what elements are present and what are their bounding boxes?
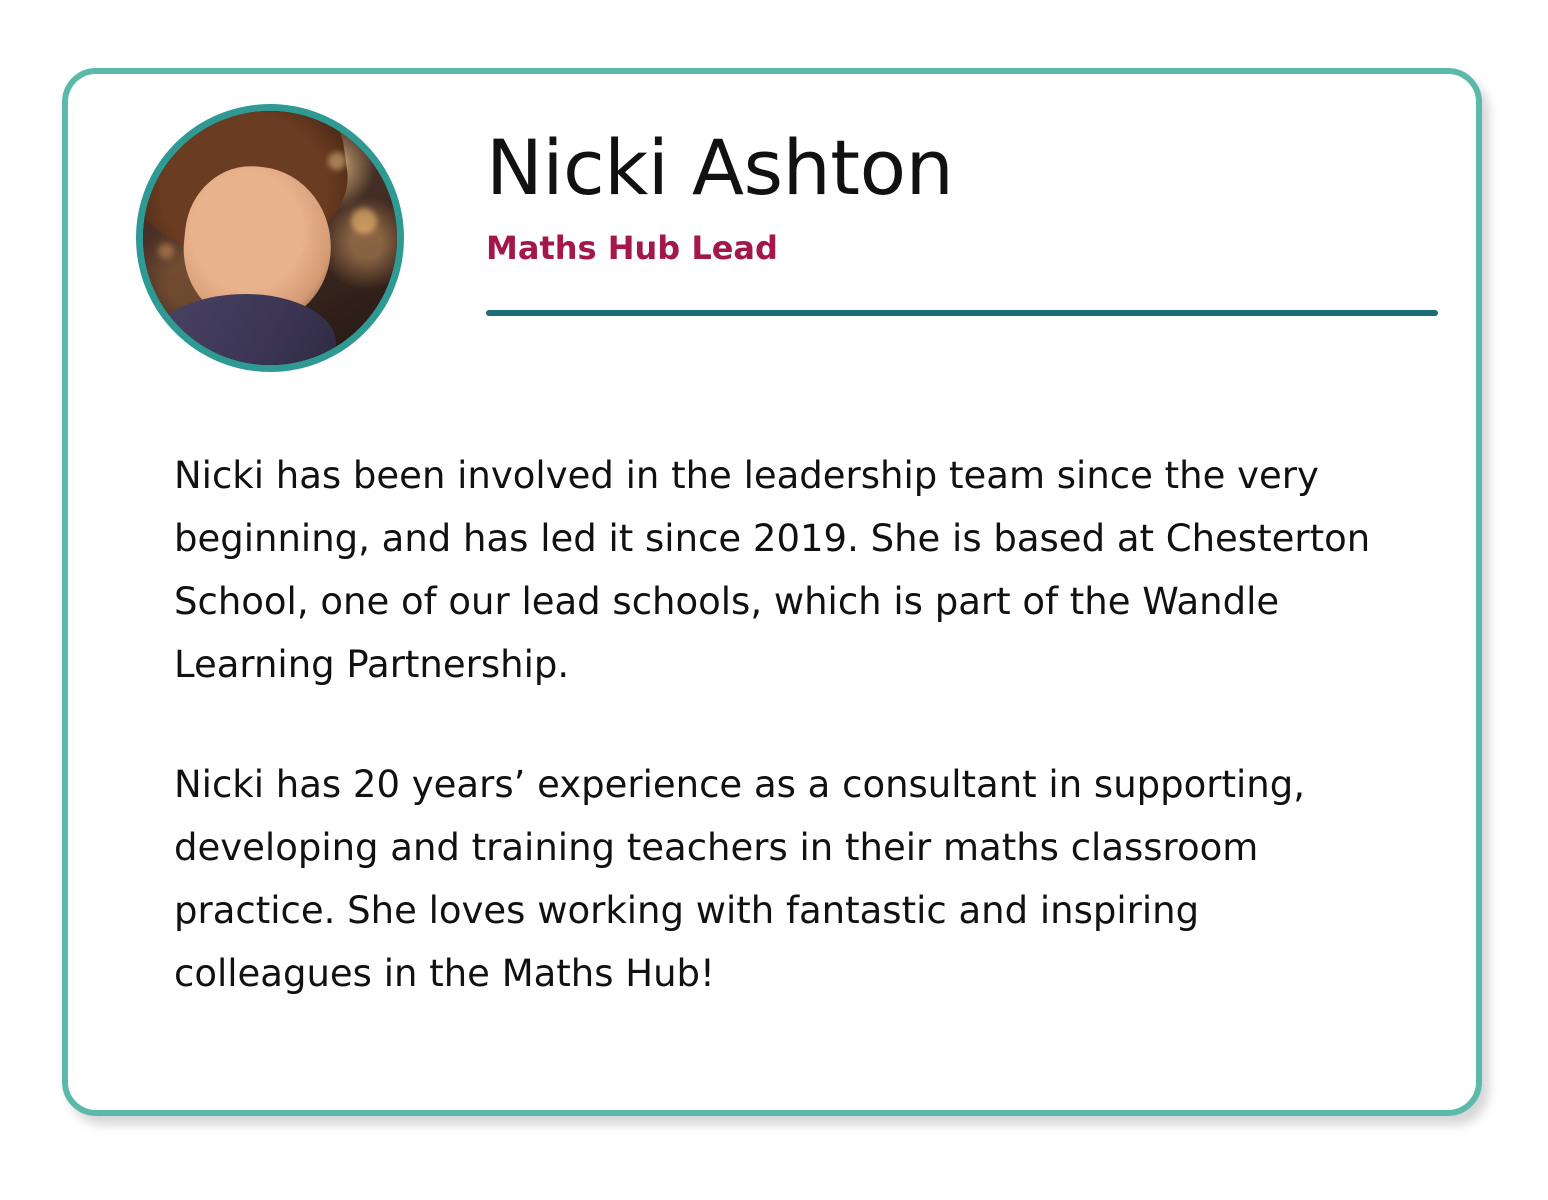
avatar <box>136 104 404 372</box>
portrait-bokeh-light-1 <box>351 208 377 234</box>
portrait-photo-icon <box>143 111 397 365</box>
page-title: Nicki Ashton <box>486 123 954 212</box>
portrait-bokeh-light-2 <box>328 152 346 170</box>
portrait-bokeh-light-3 <box>158 243 174 259</box>
bio-text-block <box>174 444 1406 1005</box>
card-header <box>68 74 1476 404</box>
portrait-shoulder-shape <box>148 294 336 372</box>
header-divider <box>486 310 1438 316</box>
bio-paragraph: Nicki has been involved in the leadership team since the very beginning, and has led it since 2019. She is based at Chesterton School, one of our lead schools, which is part of the Wandle Learning Partnership. <box>174 454 1371 686</box>
role-subtitle: Maths Hub Lead <box>486 229 778 267</box>
bio-paragraph: Nicki has 20 years’ experience as a consultant in supporting, developing and training teachers in their maths classroom practice. She loves working with fantastic and inspiring colleagues in the Maths Hub! <box>174 763 1305 995</box>
header-text-block <box>486 123 1416 268</box>
profile-card <box>62 68 1482 1116</box>
